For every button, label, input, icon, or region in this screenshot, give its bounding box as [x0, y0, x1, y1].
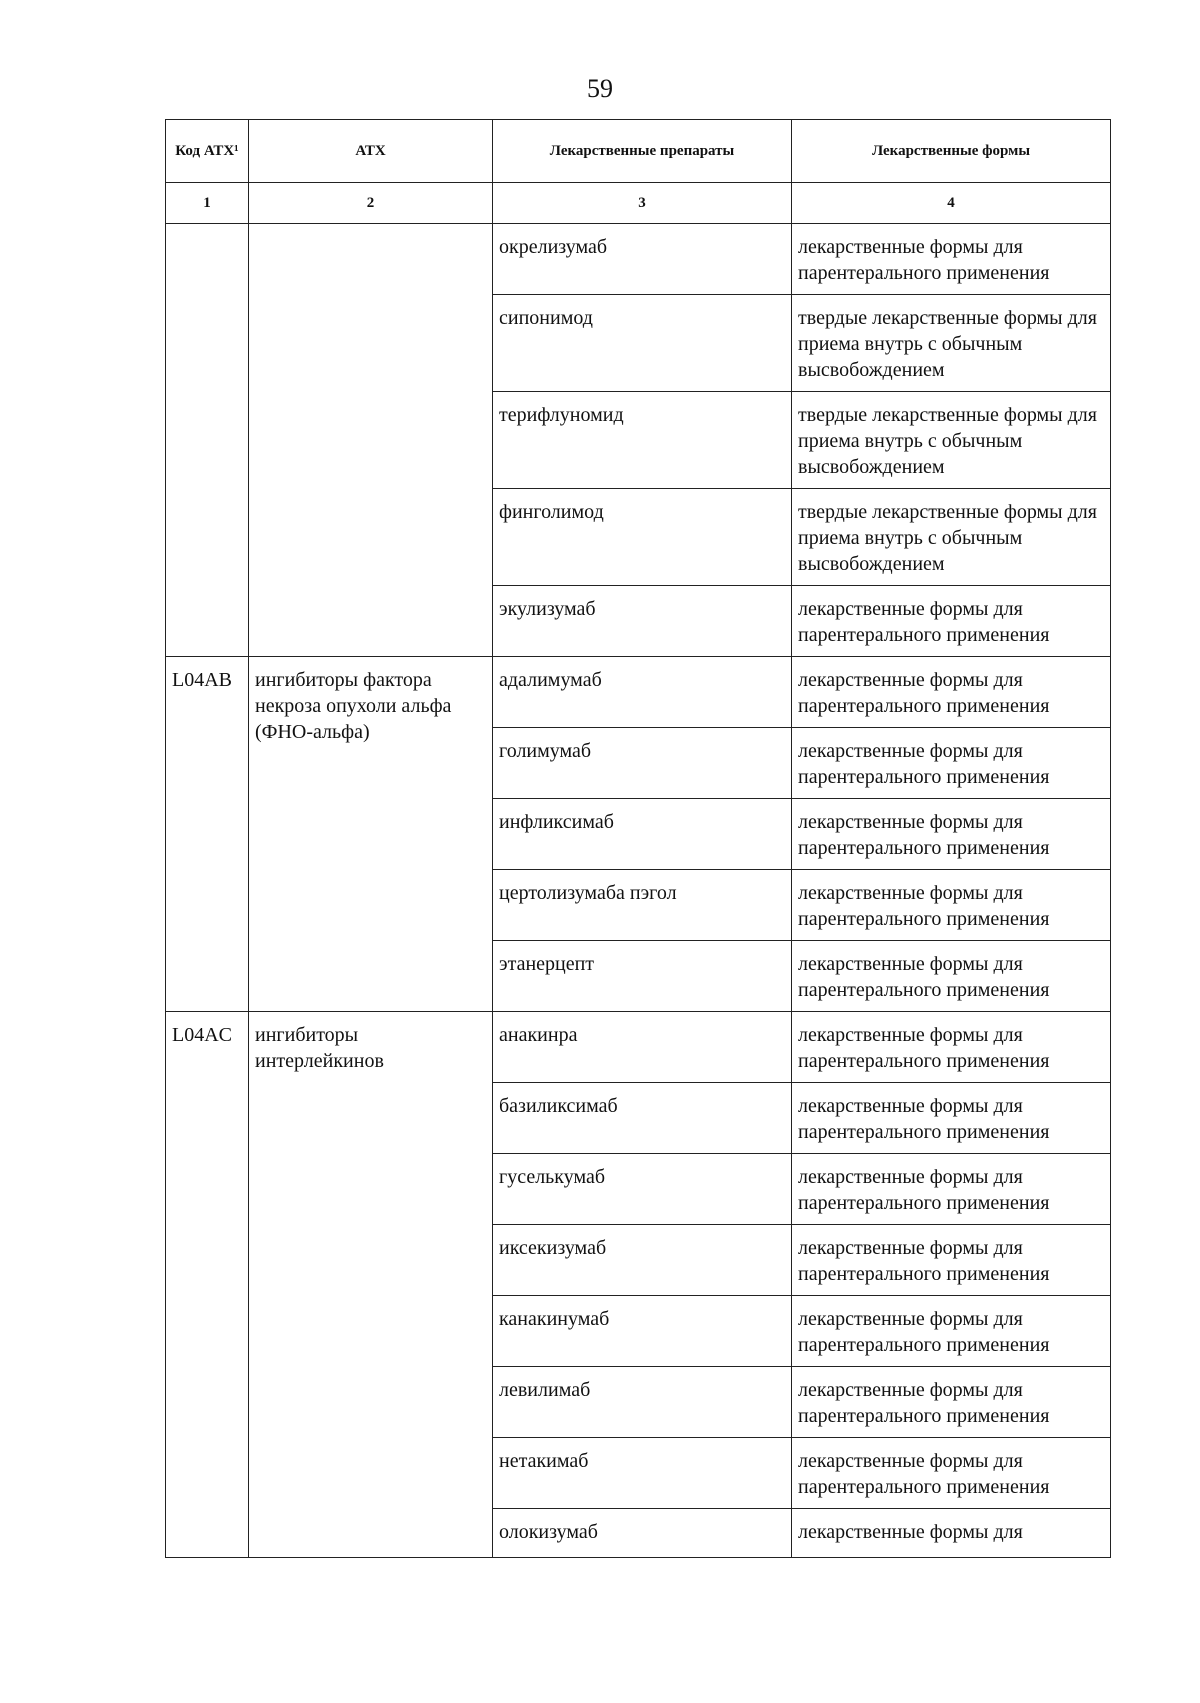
column-number: 4 [792, 183, 1111, 224]
header-drugs: Лекарственные препараты [493, 120, 792, 183]
drug-cell: анакинра [493, 1012, 792, 1083]
drug-cell: адалимумаб [493, 657, 792, 728]
form-cell: лекарственные формы для [792, 1509, 1111, 1558]
table-row [166, 1012, 1111, 1083]
drug-cell: инфликсимаб [493, 799, 792, 870]
form-cell: лекарственные формы для парентерального применения [792, 799, 1111, 870]
form-cell: лекарственные формы для парентерального применения [792, 941, 1111, 1012]
table-row [166, 224, 1111, 295]
atx-name-cell: ингибиторы фактора некроза опухоли альфа (ФНО-альфа) [249, 657, 493, 1012]
form-cell: лекарственные формы для парентерального применения [792, 1083, 1111, 1154]
atx-name-cell [249, 224, 493, 657]
drug-cell: гуселькумаб [493, 1154, 792, 1225]
header-row [166, 120, 1111, 183]
form-cell: лекарственные формы для парентерального применения [792, 1438, 1111, 1509]
drug-cell: олокизумаб [493, 1509, 792, 1558]
drug-cell: окрелизумаб [493, 224, 792, 295]
form-cell: твердые лекарственные формы для приема внутрь с обычным высвобождением [792, 489, 1111, 586]
drug-cell: этанерцепт [493, 941, 792, 1012]
drug-cell: базиликсимаб [493, 1083, 792, 1154]
header-atx: АТХ [249, 120, 493, 183]
atx-table [165, 119, 1111, 1558]
column-number: 2 [249, 183, 493, 224]
atx-code-cell [166, 224, 249, 657]
drug-cell: сипонимод [493, 295, 792, 392]
drug-cell: финголимод [493, 489, 792, 586]
form-cell: лекарственные формы для парентерального применения [792, 1225, 1111, 1296]
atx-name-cell: ингибиторы интерлейкинов [249, 1012, 493, 1558]
page-number: 59 [587, 74, 613, 103]
drug-cell: цертолизумаба пэгол [493, 870, 792, 941]
column-number: 1 [166, 183, 249, 224]
drug-cell: иксекизумаб [493, 1225, 792, 1296]
drug-cell: канакинумаб [493, 1296, 792, 1367]
form-cell: твердые лекарственные формы для приема внутрь с обычным высвобождением [792, 295, 1111, 392]
drug-cell: нетакимаб [493, 1438, 792, 1509]
drug-cell: голимумаб [493, 728, 792, 799]
table-row [166, 657, 1111, 728]
form-cell: твердые лекарственные формы для приема внутрь с обычным высвобождением [792, 392, 1111, 489]
drug-cell: экулизумаб [493, 586, 792, 657]
form-cell: лекарственные формы для парентерального применения [792, 224, 1111, 295]
drug-cell: терифлуномид [493, 392, 792, 489]
column-number-row [166, 183, 1111, 224]
form-cell: лекарственные формы для парентерального применения [792, 1296, 1111, 1367]
header-forms: Лекарственные формы [792, 120, 1111, 183]
form-cell: лекарственные формы для парентерального применения [792, 657, 1111, 728]
atx-code-cell: L04AB [166, 657, 249, 1012]
form-cell: лекарственные формы для парентерального применения [792, 1154, 1111, 1225]
column-number: 3 [493, 183, 792, 224]
header-code: Код АТХ¹ [166, 120, 249, 183]
form-cell: лекарственные формы для парентерального применения [792, 1367, 1111, 1438]
form-cell: лекарственные формы для парентерального применения [792, 586, 1111, 657]
atx-code-cell: L04AC [166, 1012, 249, 1558]
drug-cell: левилимаб [493, 1367, 792, 1438]
form-cell: лекарственные формы для парентерального применения [792, 728, 1111, 799]
form-cell: лекарственные формы для парентерального применения [792, 870, 1111, 941]
form-cell: лекарственные формы для парентерального применения [792, 1012, 1111, 1083]
